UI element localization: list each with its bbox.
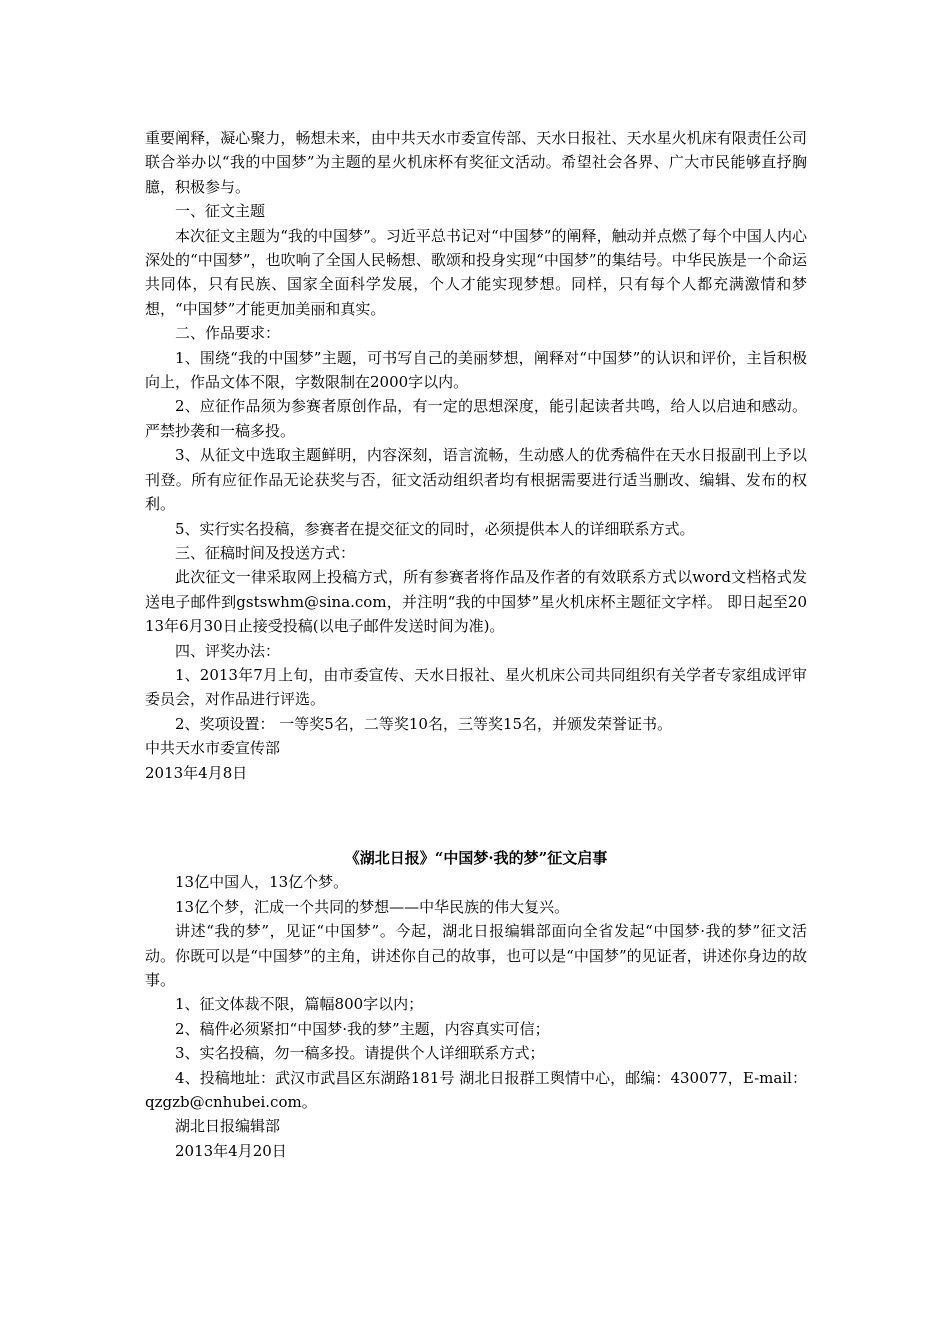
requirement-3: 3、从征文中选取主题鲜明，内容深刻，语言流畅，生动感人的优秀稿件在天水日报副刊上予以刊登。所有应征作品无论获奖与否，征文活动组织者均有根据需要进行适当删改、编辑、发布的权利。 (145, 446, 807, 514)
heading-requirements: 二、作品要求： (175, 324, 281, 343)
rule-4: 4、投稿地址：武汉市武昌区东湖路181号 湖北日报群工舆情中心，邮编：430077，E-mail：qzgzb@cnhubei.com。 (145, 1068, 807, 1112)
organizer-signature: 湖北日报编辑部 (175, 1117, 281, 1136)
notice-tianshui (145, 126, 807, 785)
award-2: 2、奖项设置： 一等奖5名，二等奖10名，三等奖15名，并颁发荣誉证书。 (175, 714, 673, 733)
intro-paragraph: 重要阐释，凝心聚力，畅想未来，由中共天水市委宣传部、天水日报社、天水星火机床有限责任公司联合举办以“我的中国梦”为主题的星火机床杯有奖征文活动。希望社会各界、广大市民能够直抒胸臆，积极参与。 (145, 129, 807, 196)
organizer-signature: 中共天水市委宣传部 (145, 739, 281, 758)
requirement-1: 1、围绕“我的中国梦”主题，可书写自己的美丽梦想，阐释对“中国梦”的认识和评价，主旨积极向上，作品文体不限，字数限制在2000字以内。 (145, 348, 807, 392)
notice-title: 《湖北日报》“中国梦·我的梦”征文启事 (344, 849, 608, 867)
line-3: 讲述“我的梦”，见证“中国梦”。今起，湖北日报编辑部面向全省发起“中国梦·我的梦”征文活动。你既可以是“中国梦”的主角，讲述你自己的故事，也可以是“中国梦”的见证者，讲述你身边的故事。 (145, 922, 807, 990)
rule-1: 1、征文体裁不限，篇幅800字以内； (175, 995, 424, 1014)
notice-date: 2013年4月20日 (175, 1141, 287, 1160)
submission-paragraph: 此次征文一律采取网上投稿方式，所有参赛者将作品及作者的有效联系方式以word文档格式发送电子邮件到gstswhm@sina.com，并注明“我的中国梦”星火机床杯主题征文字样。 即日起至2013年6月30日止接受投稿(以电子邮件发送时间为准)。 (145, 568, 807, 636)
heading-theme: 一、征文主题 (175, 202, 266, 221)
rule-3: 3、实名投稿，勿一稿多投。请提供个人详细联系方式； (175, 1044, 545, 1063)
award-1: 1、2013年7月上旬，由市委宣传、天水日报社、星火机床公司共同组织有关学者专家组成评审委员会，对作品进行评选。 (145, 665, 807, 709)
heading-submission: 三、征稿时间及投送方式： (175, 543, 356, 562)
rule-2: 2、稿件必须紧扣“中国梦·我的梦”主题，内容真实可信； (175, 1019, 550, 1038)
theme-paragraph: 本次征文主题为“我的中国梦”。习近平总书记对“中国梦”的阐释，触动并点燃了每个中国人内心深处的“中国梦”，也吹响了全国人民畅想、歌颂和投身实现“中国梦”的集结号。中华民族是一个命运共同体，只有民族、国家全面科学发展，个人才能实现梦想。同样，只有每个人都充满激情和梦想，“中国梦”才能更加美丽和真实。 (145, 226, 807, 318)
heading-awards: 四、评奖办法： (175, 641, 281, 660)
requirement-2: 2、应征作品须为参赛者原创作品，有一定的思想深度，能引起读者共鸣，给人以启迪和感动。严禁抄袭和一稿多投。 (145, 397, 807, 440)
requirement-5: 5、实行实名投稿，参赛者在提交征文的同时，必须提供本人的详细联系方式。 (175, 519, 695, 538)
line-1: 13亿中国人，13亿个梦。 (175, 873, 349, 892)
notice-hubei (145, 846, 807, 1163)
line-2: 13亿个梦，汇成一个共同的梦想——中华民族的伟大复兴。 (175, 897, 570, 916)
notice-date: 2013年4月8日 (145, 763, 248, 782)
